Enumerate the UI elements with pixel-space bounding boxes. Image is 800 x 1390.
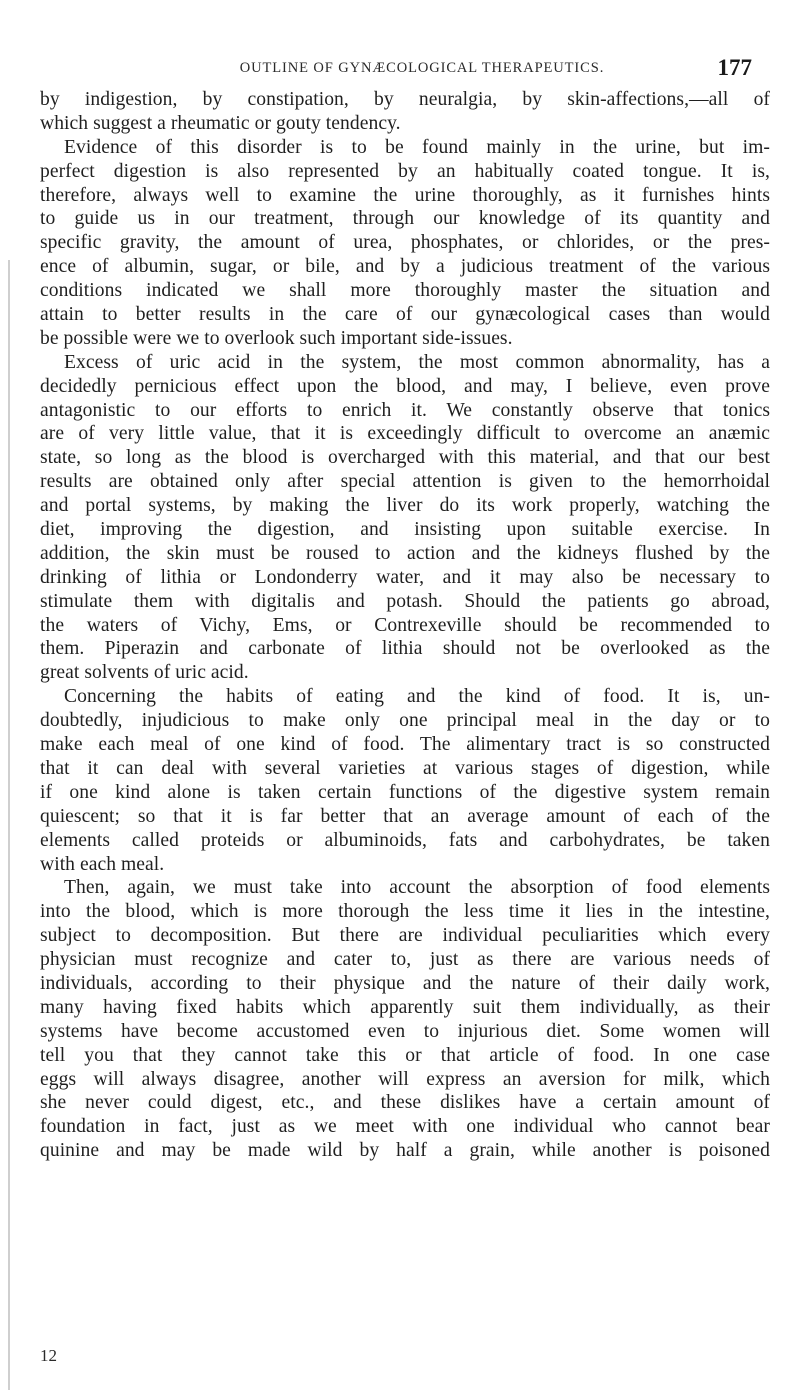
text-line: quiescent; so that it is far better that an average amount of each of the [40,805,770,827]
text-line: that it can deal with several varieties at various stages of digestion, while [40,757,770,779]
text-line: individuals, according to their physique and the nature of their daily work, [40,972,770,994]
text-line: if one kind alone is taken certain functions of the digestive system remain [40,781,770,803]
text-line: state, so long as the blood is overcharged with this material, and that our best [40,447,770,469]
text-line: stimulate them with digitalis and potash. Should the patients go abroad, [40,590,770,612]
running-title: OUTLINE OF GYNÆCOLOGICAL THERAPEUTICS. [239,60,605,76]
text-line: antagonistic to our efforts to enrich it. We constantly observe that tonics [40,399,770,421]
text-line: Evidence of this disorder is to be found mainly in the urine, but im- [64,136,770,158]
text-line: them. Piperazin and carbonate of lithia should not be overlooked as the [40,638,770,660]
text-line: eggs will always disagree, another will express an aversion for milk, which [40,1068,770,1090]
text-line: perfect digestion is also represented by an habitually coated tongue. It is, [40,160,770,182]
text-line: into the blood, which is more thorough the less time it lies in the intestine, [40,901,770,923]
text-line: drinking of lithia or Londonderry water, and it may also be necessary to [40,566,770,588]
text-line: are of very little value, that it is exceedingly difficult to overcome an anæmic [40,423,770,445]
scan-edge-shadow [8,260,10,1390]
text-line: by indigestion, by constipation, by neuralgia, by skin-affections,—all of [40,89,770,110]
text-line: Concerning the habits of eating and the kind of food. It is, un- [64,686,770,708]
text-line: doubtedly, injudicious to make only one principal meal in the day or to [40,710,770,732]
text-line: great solvents of uric acid. [40,662,249,684]
text-line: she never could digest, etc., and these dislikes have a certain amount of [40,1092,770,1114]
body-text [40,88,770,1163]
text-line: Excess of uric acid in the system, the most common abnormality, has a [64,351,770,373]
text-line: with each meal. [40,853,165,875]
text-line: tell you that they cannot take this or that article of food. In one case [40,1044,770,1066]
text-line: ence of albumin, sugar, or bile, and by a judicious treatment of the various [40,256,770,278]
signature-mark: 12 [40,1346,57,1365]
text-line: elements called proteids or albuminoids, fats and carbohydrates, be taken [40,829,770,851]
text-line: the waters of Vichy, Ems, or Contrexeville should be recommended to [40,614,770,636]
text-line: conditions indicated we shall more thoroughly master the situation and [40,280,770,302]
page-header [92,55,752,86]
text-line: and portal systems, by making the liver do its work properly, watching the [40,495,770,517]
text-line: which suggest a rheumatic or gouty tendency. [40,112,401,134]
text-line: make each meal of one kind of food. The alimentary tract is so constructed [40,734,770,756]
text-line: to guide us in our treatment, through our knowledge of its quantity and [40,208,770,230]
text-line: systems have become accustomed even to injurious diet. Some women will [40,1020,770,1042]
text-line: therefore, always well to examine the urine thoroughly, as it furnishes hints [40,184,770,206]
text-line: quinine and may be made wild by half a grain, while another is poisoned [40,1140,770,1162]
text-line: subject to decomposition. But there are individual peculiarities which every [40,925,770,947]
text-line: addition, the skin must be roused to action and the kidneys flushed by the [40,542,770,564]
page-number: 177 [717,55,752,80]
text-line: results are obtained only after special attention is given to the hemorrhoidal [40,471,770,493]
text-line: foundation in fact, just as we meet with one individual who cannot bear [40,1116,770,1138]
text-line: specific gravity, the amount of urea, phosphates, or chlorides, or the pres- [40,232,770,254]
text-line: Then, again, we must take into account the absorption of food elements [64,877,770,899]
text-line: attain to better results in the care of our gynæcological cases than would [40,304,770,326]
text-line: decidedly pernicious effect upon the blood, and may, I believe, even prove [40,375,770,397]
text-line: be possible were we to overlook such important side-issues. [40,327,513,349]
text-line: physician must recognize and cater to, just as there are various needs of [40,949,770,971]
text-line: diet, improving the digestion, and insisting upon suitable exercise. In [40,519,770,541]
text-line: many having fixed habits which apparently suit them individually, as their [40,996,770,1018]
